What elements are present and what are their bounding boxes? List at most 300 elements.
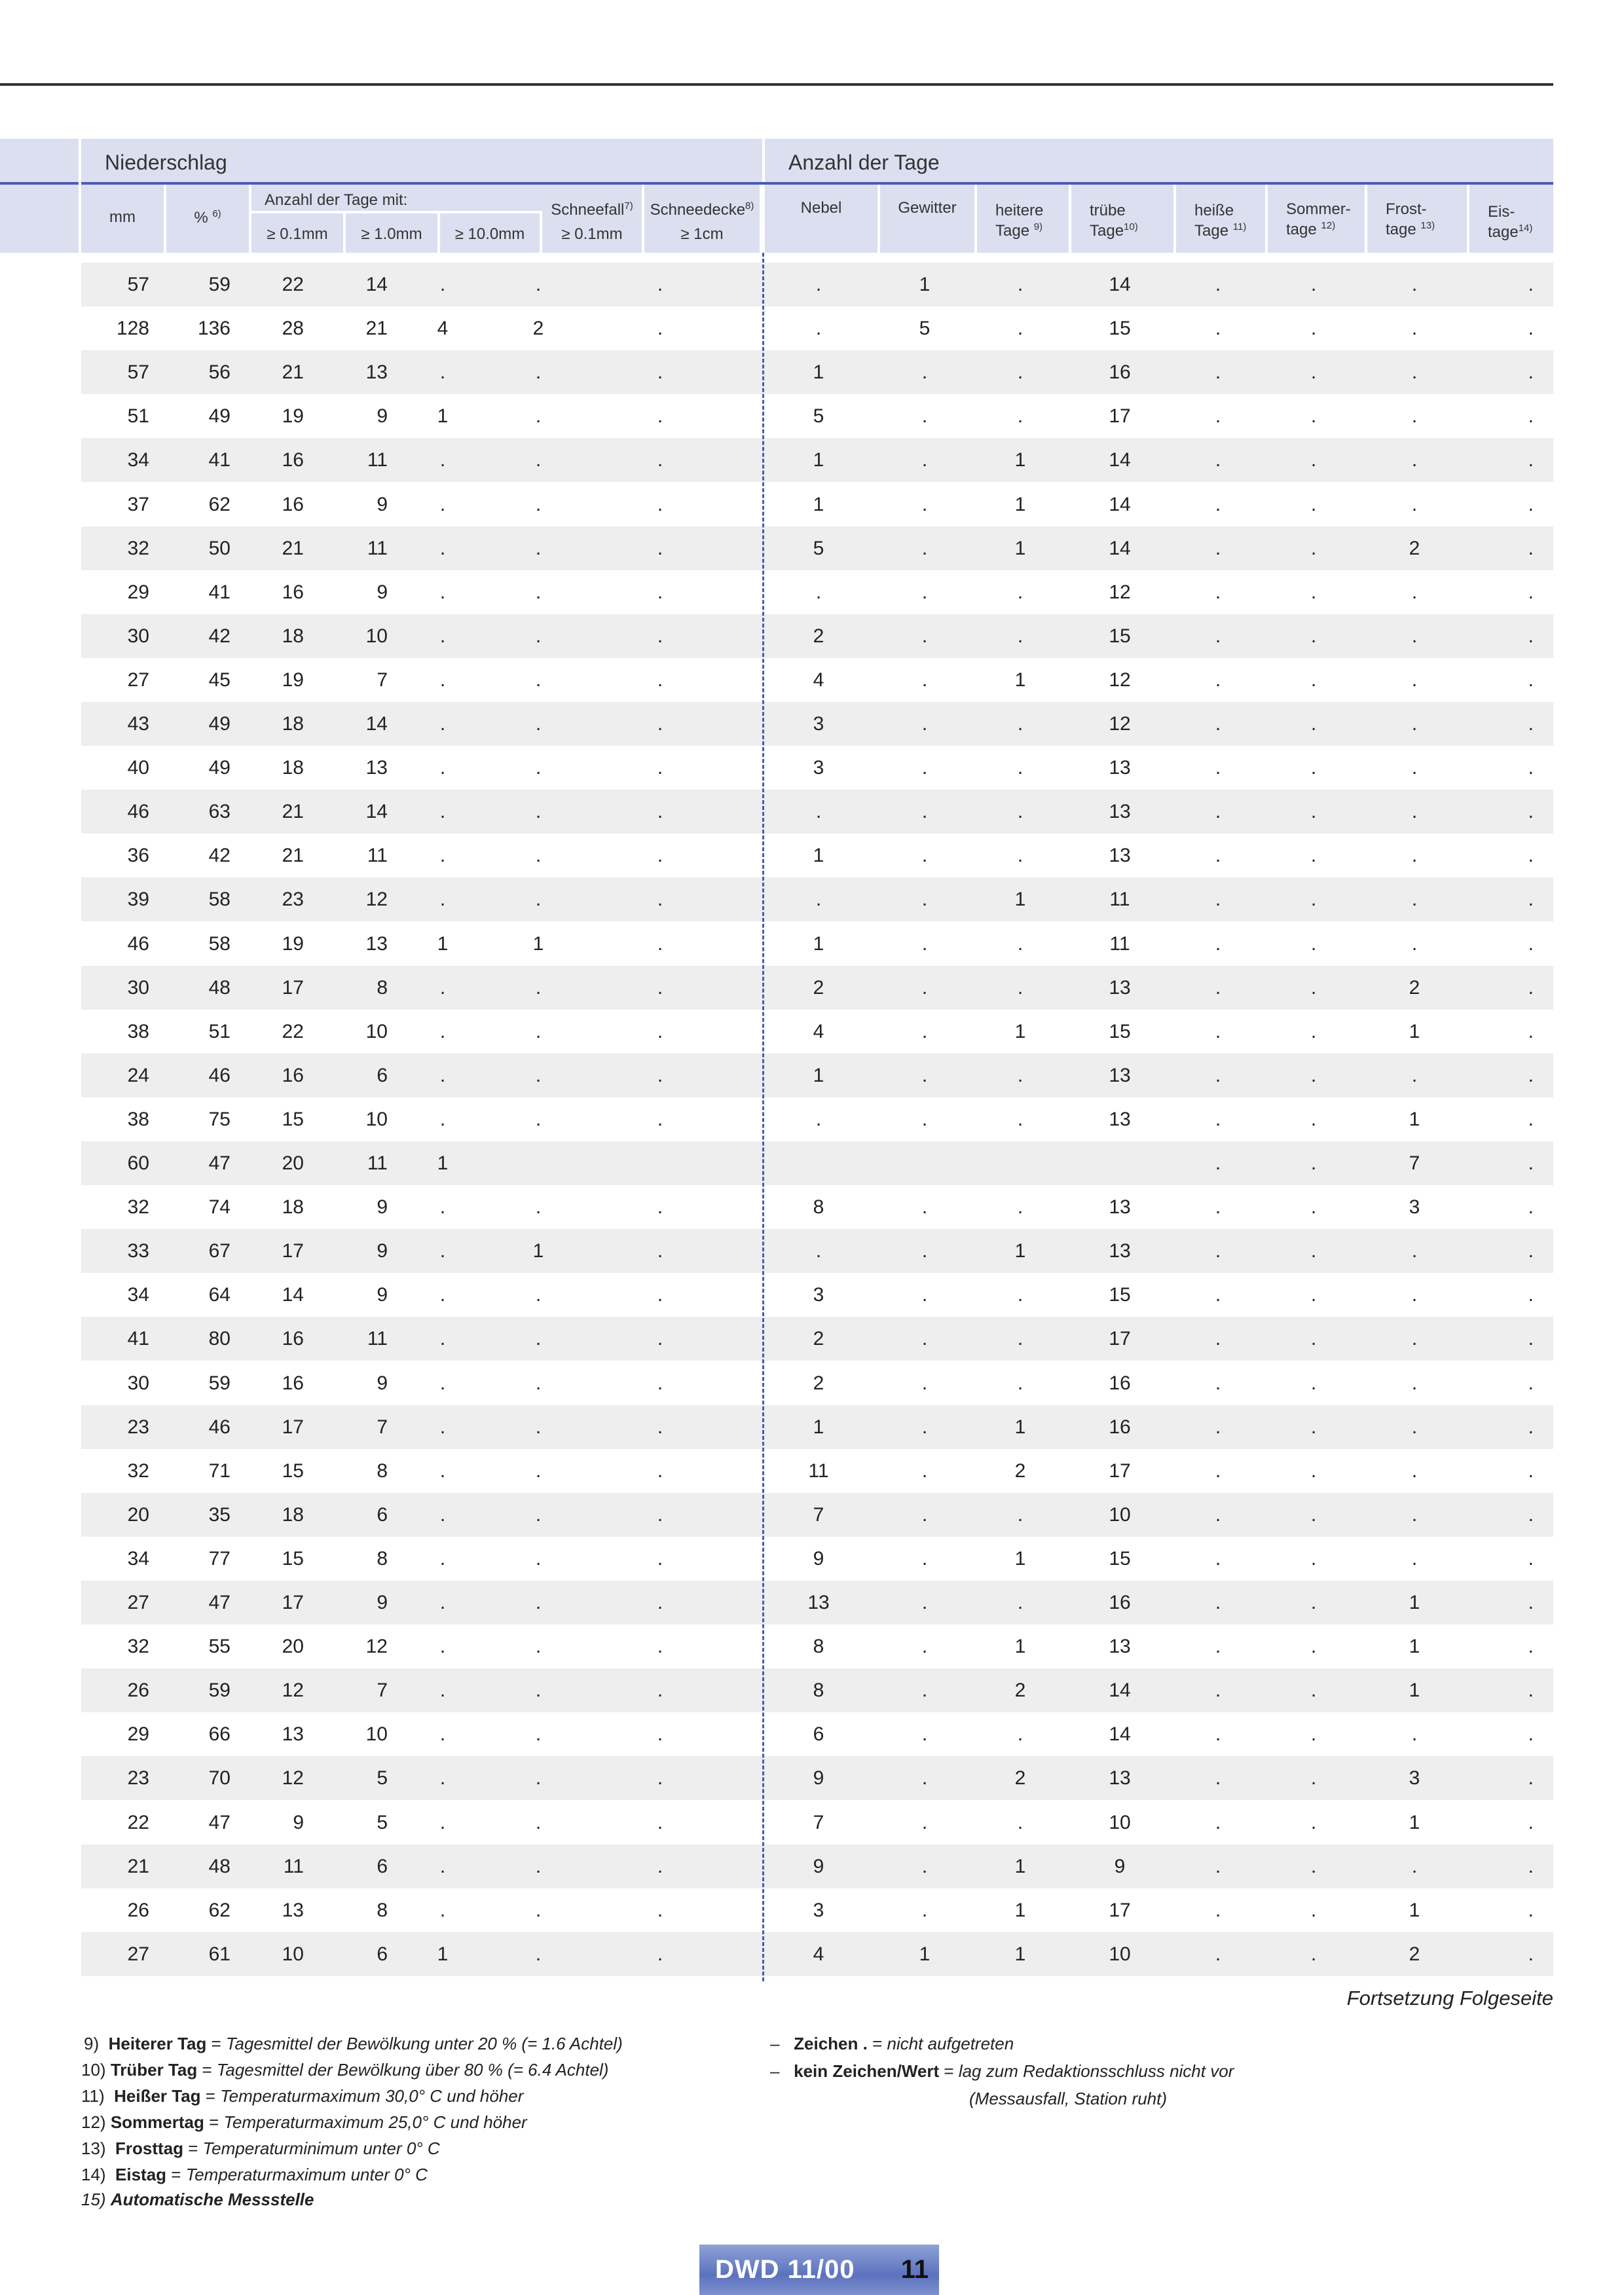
table-cell: 17 bbox=[282, 1240, 304, 1262]
table-cell: . bbox=[535, 801, 542, 823]
table-cell: 11 bbox=[1109, 932, 1130, 955]
table-cell: . bbox=[921, 1064, 928, 1086]
table-cell: 13 bbox=[1109, 976, 1131, 999]
table-cell: . bbox=[1215, 1943, 1221, 1965]
table-cell: . bbox=[1310, 757, 1317, 779]
table-cell: . bbox=[921, 1416, 928, 1438]
table-cell: . bbox=[1215, 1592, 1221, 1613]
table-cell: . bbox=[657, 1592, 663, 1613]
table-cell: . bbox=[657, 581, 663, 603]
table-cell: . bbox=[1310, 801, 1317, 823]
table-row bbox=[81, 394, 1553, 438]
table-cell: 9 bbox=[377, 1196, 388, 1219]
table-cell: 1 bbox=[1014, 1943, 1026, 1965]
table-cell: . bbox=[439, 1416, 446, 1438]
table-cell: . bbox=[439, 1372, 446, 1394]
table-cell: 1 bbox=[813, 1416, 824, 1438]
table-cell: . bbox=[921, 449, 928, 471]
table-cell: 7 bbox=[1409, 1152, 1420, 1174]
table-cell: 80 bbox=[208, 1328, 231, 1350]
table-cell: 4 bbox=[813, 1020, 824, 1042]
table-cell: . bbox=[1310, 1152, 1317, 1174]
table-cell bbox=[880, 1141, 969, 1185]
table-cell: 22 bbox=[127, 1811, 149, 1833]
col-mm-header: mm bbox=[81, 185, 164, 253]
table-cell: . bbox=[535, 449, 542, 471]
niederschlag-header bbox=[81, 139, 762, 182]
table-cell: 13 bbox=[1109, 1636, 1131, 1658]
table-cell: . bbox=[439, 581, 446, 603]
table-cell: 58 bbox=[208, 889, 231, 911]
section-divider bbox=[762, 253, 764, 1981]
table-cell: . bbox=[1310, 1592, 1317, 1613]
table-cell: 23 bbox=[127, 1416, 149, 1438]
table-cell: . bbox=[921, 493, 928, 515]
table-cell: 8 bbox=[377, 1899, 388, 1921]
table-cell: . bbox=[535, 625, 542, 647]
table-cell: . bbox=[535, 581, 542, 603]
table-cell: 39 bbox=[127, 889, 149, 911]
table-cell: . bbox=[1528, 976, 1534, 999]
table-cell: . bbox=[1310, 361, 1317, 384]
table-cell: . bbox=[1310, 1416, 1317, 1438]
table-cell: . bbox=[535, 1680, 542, 1702]
table-cell: 21 bbox=[365, 318, 388, 340]
table-cell: 1 bbox=[813, 361, 824, 384]
table-cell: . bbox=[921, 976, 928, 999]
table-cell: 11 bbox=[808, 1460, 829, 1482]
table-cell: . bbox=[1411, 1284, 1418, 1306]
table-cell: 13 bbox=[1109, 1108, 1131, 1130]
table-cell: . bbox=[921, 1767, 928, 1790]
table-cell: . bbox=[1411, 1240, 1418, 1262]
table-cell: 1 bbox=[437, 405, 449, 428]
col-schneedecke-header: Schneedecke$^{8)}$ ≥ 1cm bbox=[644, 185, 760, 253]
table-cell: . bbox=[1528, 932, 1534, 955]
table-cell: 48 bbox=[208, 1855, 231, 1877]
table-cell: 1 bbox=[1014, 537, 1026, 559]
table-cell: . bbox=[1310, 405, 1317, 428]
table-cell: . bbox=[1215, 1108, 1221, 1130]
table-cell: . bbox=[1215, 1284, 1221, 1306]
legend-kein-zeichen-note: (Messausfall, Station ruht) bbox=[969, 2089, 1168, 2108]
table-cell: 5 bbox=[813, 537, 824, 559]
table-cell: . bbox=[1017, 1811, 1024, 1833]
table-cell: 2 bbox=[1014, 1680, 1026, 1702]
table-cell: 34 bbox=[127, 1547, 149, 1570]
table-cell: 36 bbox=[127, 845, 149, 867]
table-cell: . bbox=[535, 537, 542, 559]
table-cell: 6 bbox=[377, 1855, 388, 1877]
table-cell: . bbox=[921, 1328, 928, 1350]
table-cell: 17 bbox=[1109, 405, 1131, 428]
table-cell: . bbox=[439, 1108, 446, 1130]
col-heisse-header: heiße Tage $^{11)}$ bbox=[1176, 185, 1265, 253]
table-cell: 3 bbox=[813, 1899, 824, 1921]
table-cell: 23 bbox=[282, 889, 304, 911]
table-cell: . bbox=[1528, 1592, 1534, 1613]
table-cell: 6 bbox=[377, 1503, 388, 1526]
table-cell: . bbox=[921, 1372, 928, 1394]
table-cell: . bbox=[657, 845, 663, 867]
table-cell: 15 bbox=[1109, 318, 1131, 340]
table-cell: 8 bbox=[813, 1196, 824, 1219]
table-cell: . bbox=[1017, 1108, 1024, 1130]
table-cell: . bbox=[1310, 845, 1317, 867]
table-cell: . bbox=[1215, 493, 1221, 515]
table-cell: 1 bbox=[919, 274, 931, 295]
table-cell: 7 bbox=[813, 1503, 824, 1526]
table-cell: 71 bbox=[208, 1460, 231, 1482]
table-cell: 14 bbox=[1109, 493, 1131, 515]
table-cell: . bbox=[815, 274, 822, 295]
table-cell: . bbox=[1310, 1460, 1317, 1482]
table-cell: 8 bbox=[377, 1460, 388, 1482]
col-truebe-header: trübe Tage$^{10)}$ bbox=[1071, 185, 1173, 253]
table-cell: . bbox=[921, 1899, 928, 1921]
table-cell: . bbox=[535, 713, 542, 735]
table-cell: . bbox=[1310, 669, 1317, 691]
table-row bbox=[81, 483, 1553, 526]
table-cell: 18 bbox=[282, 1503, 304, 1526]
table-cell: 16 bbox=[282, 1064, 304, 1086]
table-cell: . bbox=[657, 405, 663, 428]
table-cell: 32 bbox=[127, 537, 149, 559]
table-cell: . bbox=[1310, 1240, 1317, 1262]
table-cell: . bbox=[657, 1723, 663, 1746]
table-cell: 9 bbox=[377, 1592, 388, 1613]
table-cell: . bbox=[657, 1284, 663, 1306]
table-row bbox=[81, 790, 1553, 834]
table-cell: 14 bbox=[365, 274, 388, 295]
table-cell: 10 bbox=[365, 1108, 388, 1130]
table-cell: . bbox=[439, 1592, 446, 1613]
table-cell: 18 bbox=[282, 1196, 304, 1219]
table-cell: 27 bbox=[127, 669, 149, 691]
table-cell: 16 bbox=[282, 1328, 304, 1350]
table-cell: . bbox=[657, 1108, 663, 1130]
table-cell: . bbox=[1528, 625, 1534, 647]
table-cell: 14 bbox=[365, 713, 388, 735]
table-cell: . bbox=[921, 1723, 928, 1746]
table-row bbox=[81, 1405, 1553, 1449]
table-cell: . bbox=[535, 1108, 542, 1130]
table-cell: . bbox=[1411, 449, 1418, 471]
table-cell: . bbox=[1411, 889, 1418, 911]
table-cell: . bbox=[535, 1723, 542, 1746]
table-cell: . bbox=[1310, 1943, 1317, 1965]
table-cell: . bbox=[1411, 318, 1418, 340]
table-cell: . bbox=[535, 1372, 542, 1394]
table-cell: . bbox=[1215, 1680, 1221, 1702]
table-cell: . bbox=[535, 1592, 542, 1613]
niederschlag-title: Niederschlag bbox=[105, 151, 227, 174]
table-row bbox=[81, 1712, 1553, 1756]
table-cell: . bbox=[1310, 1680, 1317, 1702]
table-cell: . bbox=[1528, 449, 1534, 471]
table-cell: 1 bbox=[1409, 1108, 1420, 1130]
table-cell: 12 bbox=[365, 1636, 388, 1658]
table-cell: 15 bbox=[282, 1460, 304, 1482]
table-cell: . bbox=[1215, 405, 1221, 428]
table-cell: 1 bbox=[813, 449, 824, 471]
table-cell: 14 bbox=[1109, 1723, 1131, 1746]
table-cell: . bbox=[535, 274, 542, 295]
col-gewitter-header: Gewitter bbox=[880, 185, 974, 253]
table-cell: . bbox=[439, 1680, 446, 1702]
table-row bbox=[81, 1010, 1553, 1054]
table-cell: 1 bbox=[1409, 1020, 1420, 1042]
table-cell: . bbox=[439, 274, 446, 295]
table-cell: 20 bbox=[127, 1503, 149, 1526]
table-cell: 27 bbox=[127, 1592, 149, 1613]
table-cell: 2 bbox=[1014, 1767, 1026, 1790]
table-cell: . bbox=[921, 1811, 928, 1833]
table-row bbox=[81, 1537, 1553, 1581]
table-cell: 1 bbox=[813, 932, 824, 955]
table-cell: 59 bbox=[208, 1680, 231, 1702]
table-cell: 30 bbox=[127, 625, 149, 647]
table-cell: 40 bbox=[127, 757, 149, 779]
table-cell: . bbox=[1310, 625, 1317, 647]
table-cell: 2 bbox=[813, 1328, 824, 1350]
table-cell: . bbox=[535, 1899, 542, 1921]
table-cell: 67 bbox=[208, 1240, 231, 1262]
col-eis-header: Eis- tage$^{14)}$ bbox=[1469, 185, 1553, 253]
table-cell: 9 bbox=[377, 1240, 388, 1262]
table-cell: . bbox=[921, 669, 928, 691]
table-cell: 13 bbox=[807, 1592, 830, 1613]
table-cell: 29 bbox=[127, 581, 149, 603]
table-cell: . bbox=[1411, 1328, 1418, 1350]
table-row bbox=[81, 702, 1553, 746]
table-row bbox=[81, 1668, 1553, 1712]
table-cell: 34 bbox=[127, 449, 149, 471]
table-cell: . bbox=[1017, 976, 1024, 999]
table-cell: 60 bbox=[127, 1152, 149, 1174]
table-cell: . bbox=[657, 801, 663, 823]
table-cell: . bbox=[657, 1855, 663, 1877]
table-cell: 13 bbox=[1109, 845, 1131, 867]
table-row bbox=[81, 1932, 1553, 1976]
table-cell: . bbox=[1215, 1020, 1221, 1042]
table-cell bbox=[592, 1141, 728, 1185]
table-cell bbox=[492, 1141, 584, 1185]
table-cell: 33 bbox=[127, 1240, 149, 1262]
table-cell: . bbox=[657, 1899, 663, 1921]
table-cell: 12 bbox=[282, 1680, 304, 1702]
table-cell: . bbox=[921, 1592, 928, 1613]
table-cell: . bbox=[1017, 845, 1024, 867]
table-cell: 57 bbox=[127, 361, 149, 384]
table-cell: 128 bbox=[116, 318, 149, 340]
footnote-13: 13) Frosttag = Temperaturminimum unter 0° C bbox=[81, 2139, 440, 2158]
table-cell: 7 bbox=[377, 1680, 388, 1702]
table-cell: . bbox=[921, 1020, 928, 1042]
anzahl-tage-mit-header: Anzahl der Tage mit: bbox=[251, 185, 542, 211]
table-cell: 12 bbox=[1109, 669, 1131, 691]
table-cell: 13 bbox=[282, 1899, 304, 1921]
table-cell: . bbox=[1017, 405, 1024, 428]
table-cell: 58 bbox=[208, 932, 231, 955]
table-cell: . bbox=[535, 1636, 542, 1658]
table-cell: 59 bbox=[208, 1372, 231, 1394]
table-cell: 16 bbox=[1109, 361, 1131, 384]
table-cell: 55 bbox=[208, 1636, 231, 1658]
table-cell: . bbox=[1215, 1899, 1221, 1921]
table-cell: . bbox=[1215, 537, 1221, 559]
table-cell: . bbox=[439, 1636, 446, 1658]
table-cell: 49 bbox=[208, 405, 231, 428]
table-cell: . bbox=[1215, 976, 1221, 999]
table-cell: . bbox=[439, 449, 446, 471]
table-cell: . bbox=[1411, 801, 1418, 823]
table-cell: 1 bbox=[1409, 1899, 1420, 1921]
table-cell: 46 bbox=[208, 1416, 231, 1438]
table-cell: . bbox=[1310, 1811, 1317, 1833]
table-cell: 30 bbox=[127, 976, 149, 999]
table-cell: 9 bbox=[813, 1767, 824, 1790]
table-cell: 15 bbox=[1109, 1284, 1131, 1306]
table-cell: . bbox=[657, 1416, 663, 1438]
table-row bbox=[81, 526, 1553, 570]
table-cell: . bbox=[1310, 1328, 1317, 1350]
col-schneefall-header: Schneefall$^{7)}$ ≥ 0.1mm bbox=[542, 185, 642, 253]
table-row bbox=[81, 922, 1553, 966]
table-cell: 27 bbox=[127, 1943, 149, 1965]
table-cell bbox=[1071, 1141, 1168, 1185]
table-cell: . bbox=[657, 274, 663, 295]
table-cell: 61 bbox=[208, 1943, 231, 1965]
table-cell: . bbox=[535, 1503, 542, 1526]
table-cell: 2 bbox=[1014, 1460, 1026, 1482]
table-cell: 4 bbox=[813, 1943, 824, 1965]
table-cell: . bbox=[1528, 1723, 1534, 1746]
footnote-9: 9) Heiterer Tag = Tagesmittel der Bewölkung unter 20 % (= 1.6 Achtel) bbox=[84, 2034, 623, 2053]
table-cell: . bbox=[439, 1503, 446, 1526]
table-cell: 10 bbox=[282, 1943, 304, 1965]
table-cell: . bbox=[1310, 1196, 1317, 1219]
table-cell: . bbox=[1411, 493, 1418, 515]
table-cell: . bbox=[1017, 625, 1024, 647]
table-cell: 2 bbox=[1409, 976, 1420, 999]
table-cell: 47 bbox=[208, 1592, 231, 1613]
col-sommer-header: Sommer- tage $^{12)}$ bbox=[1268, 185, 1365, 253]
table-cell: . bbox=[657, 1767, 663, 1790]
table-cell: 46 bbox=[127, 932, 149, 955]
table-cell: . bbox=[439, 1547, 446, 1570]
table-cell: . bbox=[1528, 1328, 1534, 1350]
table-cell: 9 bbox=[377, 1372, 388, 1394]
table-cell: . bbox=[1310, 1503, 1317, 1526]
table-row bbox=[81, 1449, 1553, 1493]
table-row bbox=[81, 1756, 1553, 1800]
table-cell: . bbox=[1528, 1284, 1534, 1306]
table-cell: . bbox=[1411, 625, 1418, 647]
table-cell: 17 bbox=[282, 976, 304, 999]
table-cell: . bbox=[439, 1064, 446, 1086]
table-cell: . bbox=[439, 493, 446, 515]
table-cell: . bbox=[439, 361, 446, 384]
table-cell: 62 bbox=[208, 493, 231, 515]
table-cell: . bbox=[1528, 1108, 1534, 1130]
table-cell: 70 bbox=[208, 1767, 231, 1790]
table-row bbox=[81, 1054, 1553, 1097]
table-cell: 11 bbox=[367, 845, 388, 867]
footnote-10: 10) Trüber Tag = Tagesmittel der Bewölkung über 80 % (= 6.4 Achtel) bbox=[81, 2060, 609, 2080]
table-cell: 51 bbox=[127, 405, 149, 428]
table-cell: . bbox=[921, 405, 928, 428]
table-cell: . bbox=[1310, 932, 1317, 955]
table-cell: 49 bbox=[208, 757, 231, 779]
footnote-14: 14) Eistag = Temperaturmaximum unter 0° C bbox=[81, 2165, 428, 2184]
table-cell: 47 bbox=[208, 1152, 231, 1174]
table-cell: . bbox=[535, 1284, 542, 1306]
table-cell: 22 bbox=[282, 274, 304, 295]
table-cell: 1 bbox=[1409, 1680, 1420, 1702]
table-cell: . bbox=[921, 889, 928, 911]
table-cell: . bbox=[657, 1680, 663, 1702]
table-cell: . bbox=[1528, 757, 1534, 779]
anzahl-tage-header bbox=[765, 139, 1553, 182]
table-cell: . bbox=[1017, 1503, 1024, 1526]
table-cell: 16 bbox=[282, 581, 304, 603]
footnote-12: 12) Sommertag = Temperaturmaximum 25,0° C und höher bbox=[81, 2112, 527, 2132]
table-cell: . bbox=[1215, 1460, 1221, 1482]
table-cell: . bbox=[1528, 1547, 1534, 1570]
table-cell: . bbox=[1017, 713, 1024, 735]
col-pct-header: % $^{6)}$ bbox=[166, 185, 249, 253]
col-ge10-header: ≥ 1.0mm bbox=[346, 213, 437, 253]
table-cell: . bbox=[1310, 449, 1317, 471]
table-cell: . bbox=[1215, 1547, 1221, 1570]
table-cell: 1 bbox=[1014, 1020, 1026, 1042]
table-cell: . bbox=[1310, 713, 1317, 735]
table-row bbox=[81, 1888, 1553, 1932]
table-cell: 16 bbox=[1109, 1372, 1131, 1394]
table-cell: 45 bbox=[208, 669, 231, 691]
table-cell: . bbox=[1411, 845, 1418, 867]
table-row bbox=[81, 877, 1553, 921]
table-cell: . bbox=[1215, 845, 1221, 867]
table-row bbox=[81, 1229, 1553, 1273]
table-cell: . bbox=[1528, 318, 1534, 340]
col-nebel-header: Nebel bbox=[765, 185, 877, 253]
table-cell: 13 bbox=[282, 1723, 304, 1746]
table-cell: . bbox=[657, 1811, 663, 1833]
table-row bbox=[81, 834, 1553, 877]
table-cell: 3 bbox=[1409, 1196, 1420, 1219]
table-cell: 2 bbox=[1409, 1943, 1420, 1965]
table-cell: . bbox=[921, 581, 928, 603]
table-cell: 62 bbox=[208, 1899, 231, 1921]
table-cell: . bbox=[921, 1547, 928, 1570]
table-cell: 37 bbox=[127, 493, 149, 515]
table-cell: 10 bbox=[1109, 1503, 1131, 1526]
table-cell: 57 bbox=[127, 274, 149, 295]
table-row bbox=[81, 614, 1553, 658]
table-cell: . bbox=[657, 1020, 663, 1042]
table-row bbox=[81, 1493, 1553, 1537]
table-row bbox=[81, 1625, 1553, 1668]
table-cell: . bbox=[1528, 1811, 1534, 1833]
table-cell: . bbox=[815, 801, 822, 823]
table-cell: . bbox=[921, 1240, 928, 1262]
table-cell: . bbox=[657, 361, 663, 384]
table-cell: . bbox=[1017, 932, 1024, 955]
table-cell: 10 bbox=[1109, 1943, 1131, 1965]
table-cell: . bbox=[1215, 361, 1221, 384]
